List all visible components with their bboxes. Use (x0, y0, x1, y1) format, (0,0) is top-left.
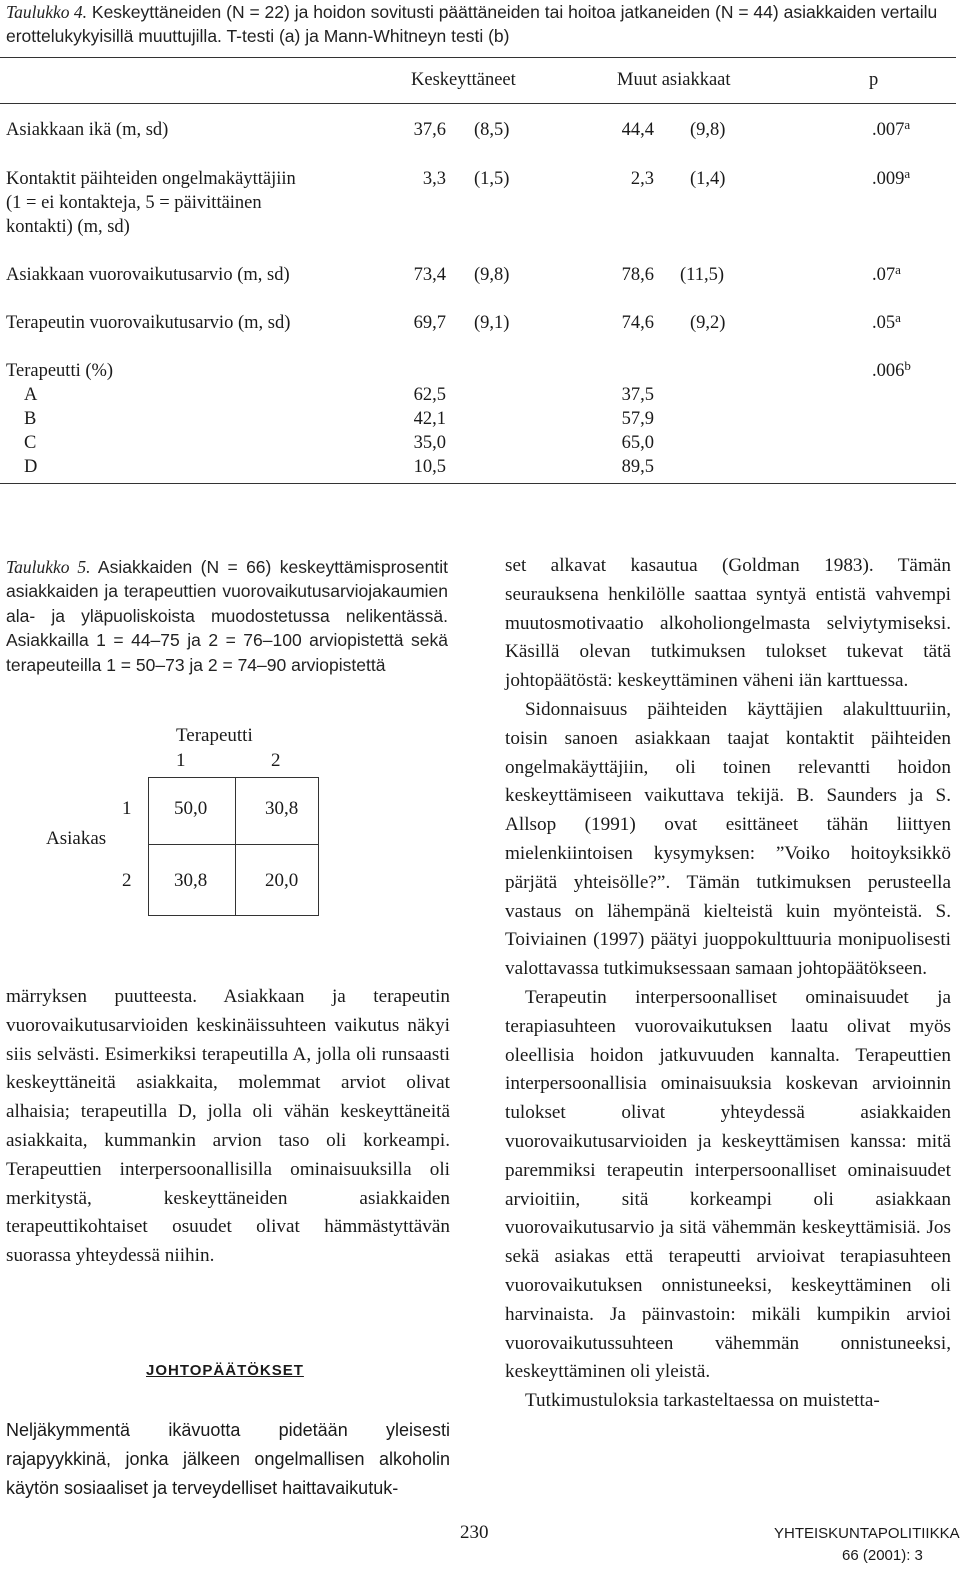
table4-cell-dropout-sd: (1,5) (474, 169, 510, 189)
table5-cell: 30,8 (265, 798, 299, 819)
table4-therapist-dropout: 10,5 (413, 457, 446, 477)
table4-cell-dropout-mean: 3,3 (422, 169, 446, 189)
table4-cell-others-mean: 44,4 (621, 120, 654, 140)
table4-header-dropouts: Keskeyttäneet (411, 70, 516, 90)
table4-cell-p: .05$^a$ (872, 310, 901, 333)
table4-therapist-p: .006$^b$ (872, 358, 911, 381)
table4-cell-others-sd: (11,5) (680, 265, 725, 285)
table4-header-p: p (869, 70, 879, 90)
table4-cell-dropout-sd: (9,1) (474, 313, 510, 333)
table5-col-label: 2 (271, 750, 281, 771)
table5-col-label: 1 (176, 750, 186, 771)
table4-therapist-dropout: 35,0 (413, 433, 446, 453)
table4-row-label: Asiakkaan vuorovaikutusarvio (m, sd) (6, 265, 290, 285)
table5-cell: 20,0 (265, 870, 299, 891)
table4-cell-dropout-mean: 73,4 (413, 265, 446, 285)
paragraph: märryksen puutteesta. Asiakkaan ja terapeutin vuorovaikutusarvioiden keskinäissuhteen vaikutus näkyi siis selvästi. Esimerkiksi terapeutilla A, jolla oli runsaasti keskeyttäneitä asiakkaita, molemmat arviot olivat alhaisia; terapeutilla D, jolla oli vähän keskeyttäneitä asiakkaita, kummankin arvion taso oli korkeampi. Terapeuttien interpersoonallisilla ominaisuuksilla oli merkitystä, keskeyttäneiden asiakkaiden terapeuttikohtaiset osuudet olivat hämmästyttävän suorassa yhteydessä niihin. (6, 986, 450, 1267)
table4-cell-p: .009$^a$ (872, 166, 911, 189)
table4-therapist-others: 89,5 (621, 457, 654, 477)
table5-row-label: 2 (122, 870, 132, 891)
table5-caption-text: Asiakkaiden (N = 66) keskeyttämisprosentit asiakkaiden ja terapeuttien vuorovaikutusarviojakaumien ala- ja yläpuoliskoista muodostetussa nelikentässä. Asiakkailla 1 = 44–75 ja 2 = 76–100 arviopistettä sekä terapeuteilla 1 = 50–73 ja 2 = 74–90 arviopistettä (6, 557, 448, 675)
table5-row-label: 1 (122, 798, 132, 819)
table4-cell-dropout-mean: 69,7 (413, 313, 446, 333)
table5-grid-top (148, 777, 319, 778)
table4-bottom-rule (0, 483, 956, 484)
paragraph: set alkavat kasautua (Goldman 1983). Tämän seurauksena henkilölle saattaa syntyä entistä vahvempi muutosmotivaatio alkoholiongelmasta selviytymiseksi. Käsillä olevan tutkimuksen tulokset tukevat tätä johtopäätöstä: keskeyttäminen väheni iän karttuessa. (505, 555, 951, 692)
table4-therapist-name: A (24, 385, 38, 405)
paragraph: Terapeutin interpersoonalliset ominaisuudet ja terapiasuhteen vuorovaikutuksen laatu olivat myös oleellisia hoidon jatkuvuuden kannalta. Terapeuttien interpersoonallisia ominaisuuksia koskevan arvioinnin tulokset olivat yhteydessä asiakkaiden vuorovaikutusarvioiden ja keskeyttämisen kanssa: mitä paremmiksi terapeutin interpersoonalliset ominaisuudet arvioitiin, sitä korkeampi oli asiakkaan vuorovaikutusarvio ja sitä vähemmän keskeyttämisiä. Jos sekä asiakas että terapeutti arvioivat terapiasuhteen vuorovaikutuksen onnistuneeksi, keskeyttäminen oli harvinaista. Ja päinvastoin: mikäli kumpikin arvioi vuorovaikutussuhteen vähemmän onnistuneeksi, keskeyttäminen oli yleistä. (505, 986, 951, 1383)
table5-grid-left (148, 777, 149, 916)
table4-cell-others-sd: (9,8) (690, 120, 726, 140)
table4-therapist-name: C (24, 433, 37, 453)
table5-row-header: Asiakas (46, 828, 107, 849)
paragraph: Tutkimustuloksia tarkasteltaessa on muistetta- (525, 1390, 880, 1412)
table4-header-others: Muut asiakkaat (617, 70, 731, 90)
table4-header-rule (0, 103, 956, 104)
left-column-intro (6, 1416, 450, 1503)
paragraph: Sidonnaisuus päihteiden käyttäjien alakulttuuriin, toisin sanoen asiakkaan taajat kontaktit päihteiden ongelmakäyttäjiin, oli toinen relevantti hoidon keskeyttämiseen vaikuttava tekijä. B. Saunders ja S. Allsop (1991) ovat esittäneet tähän liittyen mielenkiintoisen kysymyksen: ”Voiko hoitoyksikkö pärjätä yhteisölle?”. Tämän tutkimuksen perusteella vastaus on lähempänä kielteistä kuin myönteistä. S. Toiviainen (1997) päätyi juoppokulttuuria monipuolisesti valottavassa tutkimuksessaan samaan johtopäätökseen. (505, 698, 951, 980)
table4-cell-others-mean: 78,6 (621, 265, 654, 285)
table4-cell-others-sd: (9,2) (690, 313, 726, 333)
table4-cell-dropout-sd: (9,8) (474, 265, 510, 285)
paragraph: Neljäkymmentä ikävuotta pidetään yleisesti rajapyykkinä, jonka jälkeen ongelmallisen alkoholin käytön sosiaaliset ja terveydelliset haittavaikutuk- (6, 1420, 450, 1498)
table4-caption-label: Taulukko 4. (6, 2, 88, 22)
journal-issue: 66 (2001): 3 (842, 1547, 923, 1564)
left-column-text (6, 983, 450, 1271)
right-column-text (505, 552, 951, 1416)
table4-therapist-label: Terapeutti (%) (6, 361, 114, 381)
table4-cell-others-mean: 2,3 (630, 169, 654, 189)
table4-cell-p: .07$^a$ (872, 262, 901, 285)
table4-caption-text: Keskeyttäneiden (N = 22) ja hoidon sovitusti päättäneiden tai hoitoa jatkaneiden (N = 44) asiakkaiden vertailu erottelukykyisillä muuttujilla. T-testi (a) ja Mann-Whitneyn testi (b) (6, 2, 938, 46)
journal-name: YHTEISKUNTAPOLITIIKKA (774, 1525, 960, 1542)
table5-caption-label: Taulukko 5. (6, 557, 91, 577)
table4-therapist-others: 65,0 (621, 433, 654, 453)
table4-therapist-name: B (24, 409, 37, 429)
table5-col-header: Terapeutti (176, 725, 253, 746)
table4-therapist-others: 37,5 (621, 385, 654, 405)
table5-grid-right (318, 777, 319, 916)
table5-grid-middle (148, 844, 319, 845)
table4-top-rule (0, 57, 956, 58)
page-number: 230 (460, 1522, 489, 1543)
table4-cell-dropout-mean: 37,6 (413, 120, 446, 140)
table4-caption (6, 0, 956, 48)
table5-grid-bottom (148, 915, 319, 916)
table4-row-label: Terapeutin vuorovaikutusarvio (m, sd) (6, 313, 291, 333)
table4-row-label: Asiakkaan ikä (m, sd) (6, 120, 169, 140)
section-heading: JOHTOPÄÄTÖKSET (146, 1362, 304, 1379)
table5-caption (6, 555, 448, 677)
table5-grid-center (235, 777, 236, 916)
table4-row-label: Kontaktit päihteiden ongelmakäyttäjiin (1 = ei kontakteja, 5 = päivittäinen kontakti) (m, sd) (6, 169, 296, 237)
table4-therapist-dropout: 42,1 (413, 409, 446, 429)
table4-cell-dropout-sd: (8,5) (474, 120, 510, 140)
table4-therapist-dropout: 62,5 (413, 385, 446, 405)
table4-cell-others-sd: (1,4) (690, 169, 726, 189)
table4-cell-p: .007$^a$ (872, 117, 911, 140)
table4-therapist-name: D (24, 457, 38, 477)
table5-cell: 30,8 (174, 870, 208, 891)
table5-cell: 50,0 (174, 798, 208, 819)
table4-cell-others-mean: 74,6 (621, 313, 654, 333)
table4-therapist-others: 57,9 (621, 409, 654, 429)
